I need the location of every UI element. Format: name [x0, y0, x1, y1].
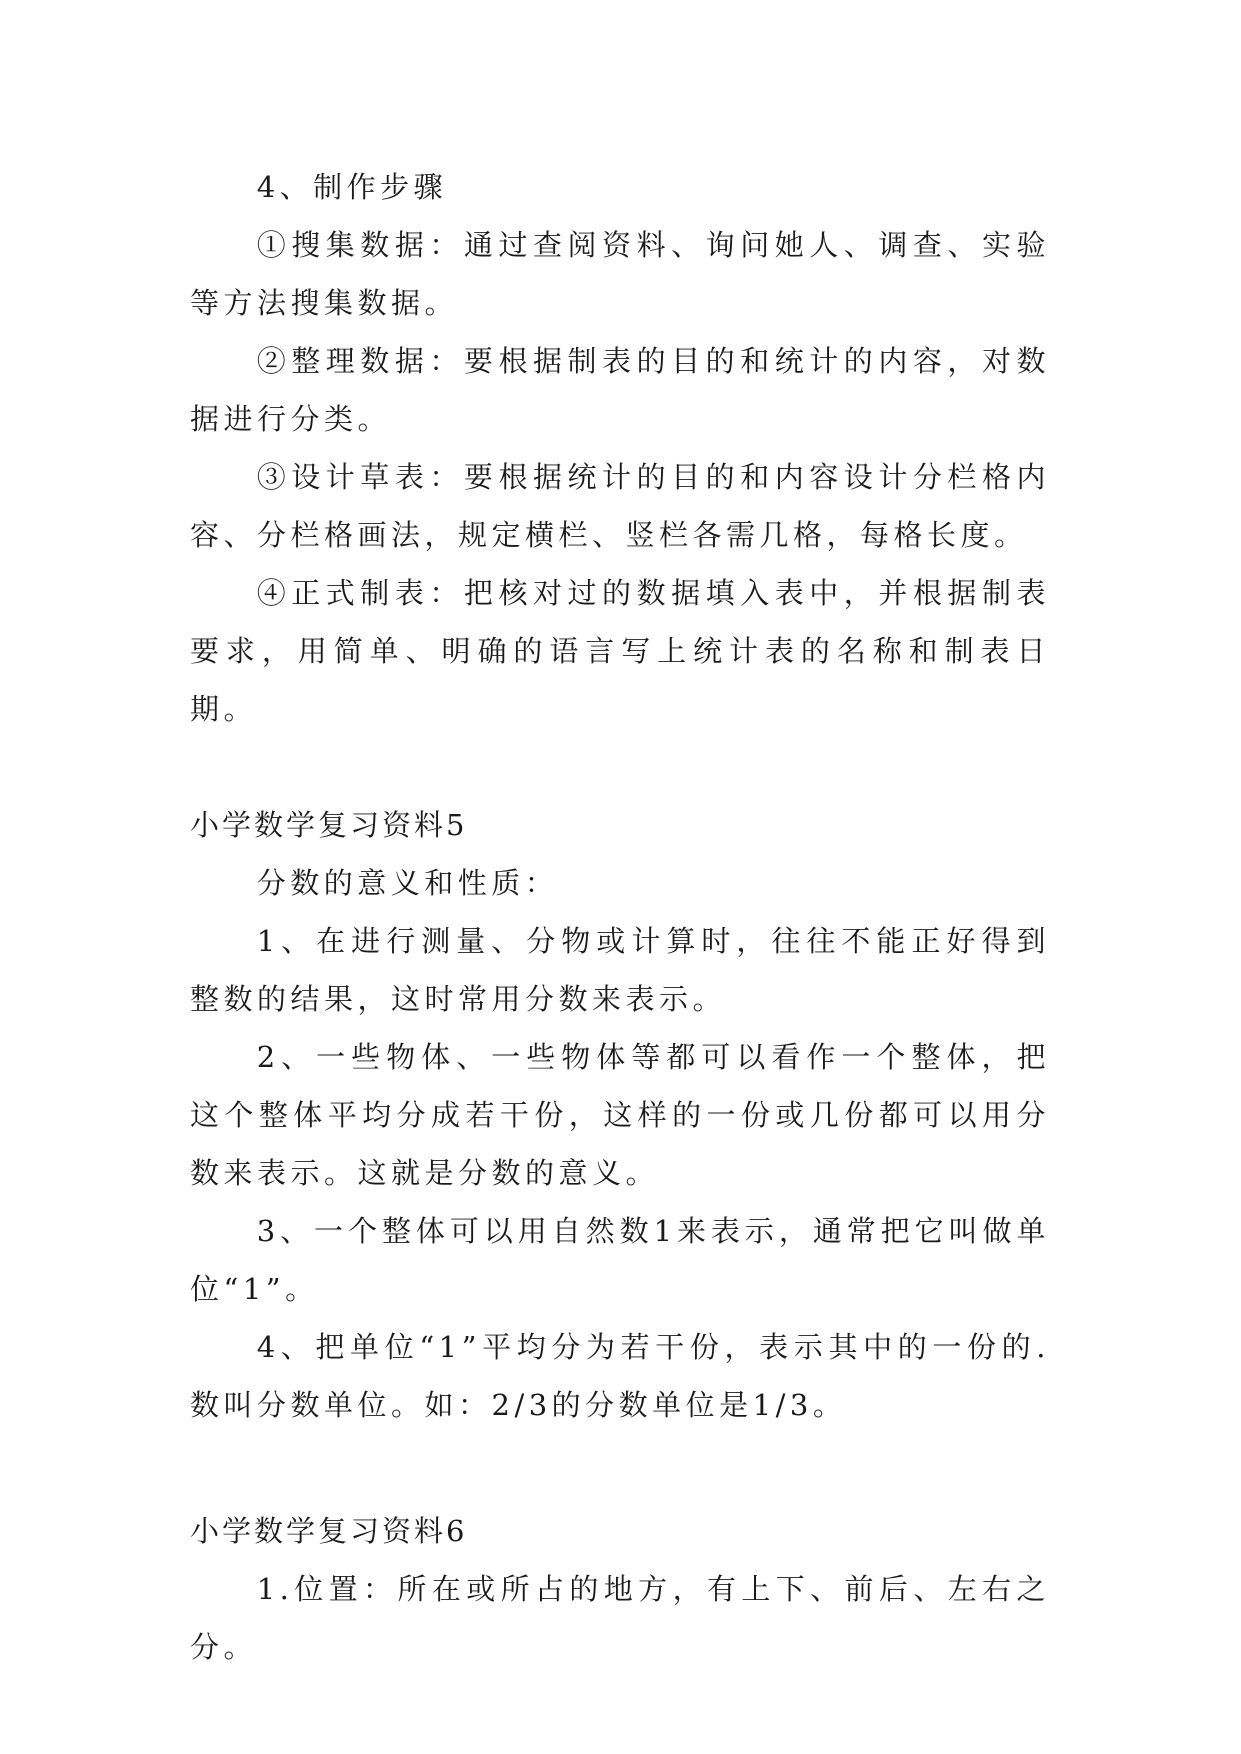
step-design-draft: ③设计草表：要根据统计的目的和内容设计分栏格内容、分栏格画法，规定横栏、竖栏各需几格，每格长度。 [190, 460, 1050, 552]
step-collect-data: ①搜集数据：通过查阅资料、询问她人、调查、实验等方法搜集数据。 [190, 228, 1050, 320]
material5-paragraph-2: 2、一些物体、一些物体等都可以看作一个整体，把这个整体平均分成若干份，这样的一份或几份都可以用分数来表示。这就是分数的意义。 [190, 1040, 1050, 1190]
step-organize-data: ②整理数据：要根据制表的目的和统计的内容，对数据进行分类。 [190, 344, 1050, 436]
material5-paragraph-3: 3、一个整体可以用自然数1来表示，通常把它叫做单位“1”。 [190, 1214, 1050, 1306]
material5-heading: 小学数学复习资料5 [190, 808, 468, 842]
material5-paragraph-4: 4、把单位“1”平均分为若干份，表示其中的一份的.数叫分数单位。如：2/3的分数单位是1/3。 [190, 1330, 1050, 1422]
material6-heading: 小学数学复习资料6 [190, 1514, 468, 1548]
section-gap [190, 738, 1050, 796]
material6-paragraph-1: 1.位置：所在或所占的地方，有上下、前后、左右之分。 [190, 1572, 1050, 1664]
document-body [190, 158, 1050, 1676]
steps-title: 4、制作步骤 [256, 170, 448, 204]
material5-subtitle: 分数的意义和性质： [256, 866, 559, 900]
step-formal-table: ④正式制表：把核对过的数据填入表中，并根据制表要求，用简单、明确的语言写上统计表的名称和制表日期。 [190, 576, 1050, 726]
section-gap [190, 1434, 1050, 1502]
material5-paragraph-1: 1、在进行测量、分物或计算时，往往不能正好得到整数的结果，这时常用分数来表示。 [190, 924, 1050, 1016]
